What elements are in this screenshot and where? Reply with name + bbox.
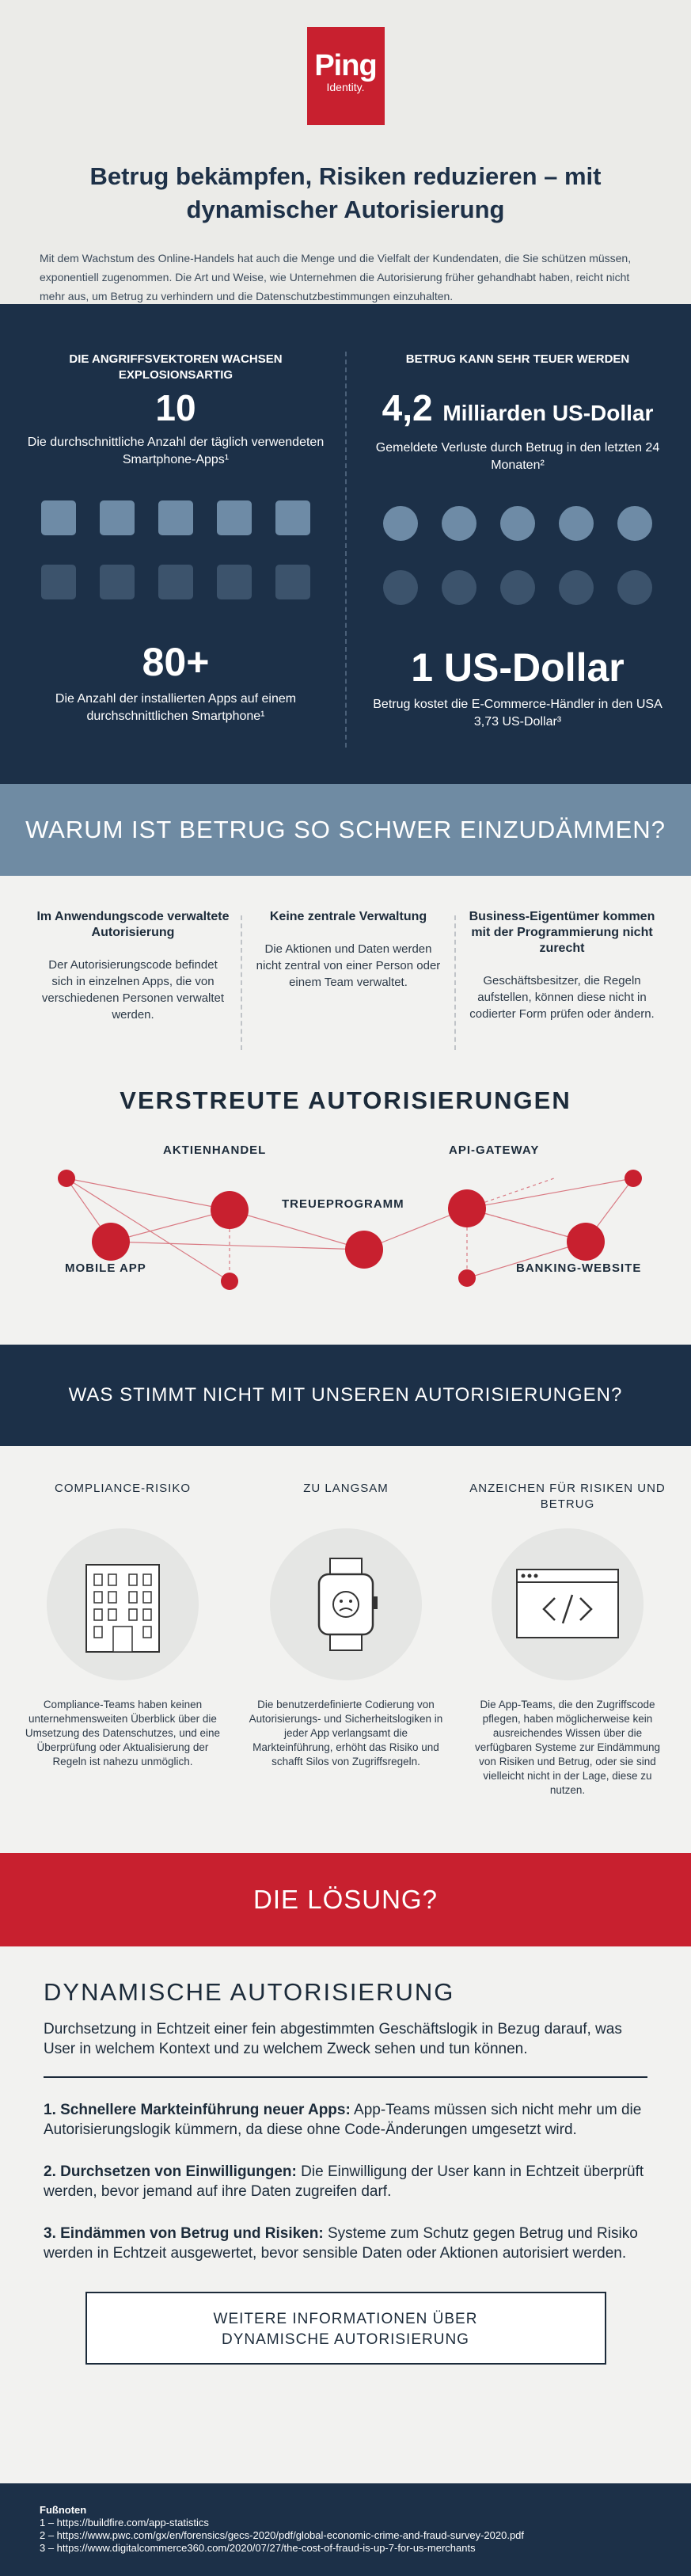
app-square-icon bbox=[41, 500, 76, 535]
network-node bbox=[211, 1191, 249, 1229]
solution-point-3 bbox=[44, 2224, 647, 2263]
footnotes bbox=[0, 2483, 691, 2576]
coin-circles-grid bbox=[359, 506, 676, 611]
app-square-icon bbox=[275, 565, 310, 599]
stats-divider bbox=[345, 352, 347, 748]
whats-wrong-section bbox=[0, 1446, 691, 1853]
coin-circle-icon bbox=[617, 570, 652, 605]
fraud-signals-column bbox=[469, 1481, 666, 1798]
cta-line-2: DYNAMISCHE AUTORISIERUNG bbox=[222, 2331, 469, 2348]
dollar-desc: Betrug kostet die E-Commerce-Händler in den USA 3,73 US-Dollar³ bbox=[373, 698, 663, 729]
why-banner: WARUM IST BETRUG SO SCHWER EINZUDÄMMEN? bbox=[0, 784, 691, 876]
installed-apps-stat: 80+ bbox=[142, 640, 210, 684]
dollar-stat: 1 US-Dollar bbox=[411, 645, 625, 690]
app-square-icon bbox=[275, 500, 310, 535]
network-node bbox=[221, 1273, 238, 1290]
column-text: Compliance-Teams haben keinen unternehmensweiten Überblick über die Umsetzung des Datenschutzes, und eine Überprüfung oder Aktualisierung der Regeln ist nahezu unmöglich. bbox=[25, 1699, 221, 1767]
point-text: App-Teams müssen sich nicht mehr um die Autorisierungslogik kümmern, da diese ohne Code-Änderungen umgesetzt wird. bbox=[44, 2102, 642, 2138]
network-node bbox=[448, 1189, 486, 1227]
footnote-2[interactable]: 2 – https://www.pwc.com/gx/en/forensics/gecs-2020/pdf/global-economic-crime-and-fraud-survey-2020.pdf bbox=[40, 2529, 525, 2541]
column-title: COMPLIANCE-RISIKO bbox=[54, 1482, 192, 1495]
column-text: Die App-Teams, die den Zugriffscode pflegen, haben möglicherweise kein ausreichendes Wissen über die verfügbaren Systeme zur Eindämmung von Risiken und Betrug, oder sie sind vielleicht nicht in der Lage, diese zu nutzen. bbox=[474, 1699, 661, 1796]
too-slow-column bbox=[247, 1481, 445, 1769]
label-mobile-app: MOBILE APP bbox=[65, 1261, 146, 1275]
reasons-section bbox=[0, 876, 691, 1082]
coin-circle-icon bbox=[383, 506, 418, 541]
network-node bbox=[458, 1269, 476, 1287]
reason-no-central bbox=[245, 909, 451, 991]
app-square-icon bbox=[158, 565, 193, 599]
reason-text: Die Aktionen und Daten werden nicht zentral von einer Person oder einem Team verwaltet. bbox=[256, 942, 441, 989]
coin-circle-icon bbox=[442, 506, 476, 541]
more-info-button[interactable] bbox=[85, 2292, 606, 2365]
losses-stat-number: 4,2 bbox=[382, 387, 433, 428]
point-text: Die Einwilligung der User kann in Echtzeit überprüft werden, bevor jemand auf ihre Daten zugreifen darf. bbox=[44, 2163, 644, 2200]
point-heading: 2. Durchsetzen von Einwilligungen: bbox=[44, 2163, 297, 2180]
coin-circle-icon bbox=[442, 570, 476, 605]
building-icon bbox=[47, 1528, 199, 1680]
solution-point-2 bbox=[44, 2162, 647, 2201]
attack-vectors-column bbox=[17, 304, 334, 725]
app-square-icon bbox=[100, 500, 135, 535]
app-square-icon bbox=[41, 565, 76, 599]
app-square-icon bbox=[217, 500, 252, 535]
daily-apps-desc: Die durchschnittliche Anzahl der täglich verwendeten Smartphone-Apps¹ bbox=[27, 436, 325, 466]
solution-intro: Durchsetzung in Echtzeit einer fein abgestimmten Geschäftslogik in Bezug darauf, was User in welchem Kontext und zu welchem Zweck sehen und tun können. bbox=[44, 2021, 622, 2057]
logo-word-ping: Ping bbox=[314, 49, 377, 82]
app-square-icon bbox=[217, 565, 252, 599]
column-text: Die benutzerdefinierte Codierung von Autorisierungs- und Sicherheitslogiken in jeder App verlangsamt die Markteinführung, erhöht das Risiko und schafft Silos von Zugriffsregeln. bbox=[249, 1699, 443, 1767]
ping-identity-logo[interactable] bbox=[307, 27, 385, 125]
solution-banner: DIE LÖSUNG? bbox=[0, 1853, 691, 1946]
solution-title: DYNAMISCHE AUTORISIERUNG bbox=[44, 1978, 455, 2006]
coin-circle-icon bbox=[559, 570, 594, 605]
solution-divider bbox=[44, 2076, 647, 2078]
network-node bbox=[92, 1223, 130, 1261]
compliance-risk-column bbox=[24, 1481, 222, 1769]
reason-business-owners bbox=[459, 909, 665, 1022]
point-heading: 1. Schnellere Markteinführung neuer Apps: bbox=[44, 2102, 351, 2118]
network-node bbox=[625, 1170, 642, 1187]
label-api-gateway: API-GATEWAY bbox=[449, 1143, 540, 1157]
footnotes-heading: Fußnoten bbox=[40, 2504, 87, 2516]
reason-text: Der Autorisierungscode befindet sich in einzelnen Apps, die von verschiedenen Personen verwaltet werden. bbox=[41, 958, 225, 1022]
cta-line-1: WEITERE INFORMATIONEN ÜBER bbox=[213, 2311, 478, 2327]
network-node bbox=[345, 1231, 383, 1269]
code-window-icon bbox=[492, 1528, 644, 1680]
app-squares-grid bbox=[17, 500, 334, 605]
losses-desc: Gemeldete Verluste durch Betrug in den letzten 24 Monaten² bbox=[375, 441, 660, 472]
column-title: ANZEICHEN FÜR RISIKEN UND BETRUG bbox=[469, 1482, 666, 1511]
network-node bbox=[567, 1223, 605, 1261]
solution-point-1 bbox=[44, 2100, 647, 2140]
logo-word-identity: Identity. bbox=[326, 81, 365, 93]
reason-title: Im Anwendungscode verwaltete Autorisierung bbox=[36, 910, 230, 939]
fraud-cost-column bbox=[359, 304, 676, 731]
reason-title: Business-Eigentümer kommen mit der Programmierung nicht zurecht bbox=[469, 910, 655, 955]
coin-circle-icon bbox=[383, 570, 418, 605]
coin-circle-icon bbox=[559, 506, 594, 541]
coin-circle-icon bbox=[617, 506, 652, 541]
losses-stat bbox=[359, 388, 676, 433]
reason-text: Geschäftsbesitzer, die Regeln aufstellen, können diese nicht in codierter Form prüfen oder ändern. bbox=[469, 974, 655, 1021]
label-treueprogramm: TREUEPROGRAMM bbox=[282, 1197, 404, 1211]
point-heading: 3. Eindämmen von Betrug und Risiken: bbox=[44, 2225, 324, 2242]
page-title: Betrug bekämpfen, Risiken reduzieren – mit dynamischer Autorisierung bbox=[89, 162, 602, 223]
network-title: VERSTREUTE AUTORISIERUNGEN bbox=[120, 1086, 571, 1114]
network-graph bbox=[0, 1131, 691, 1329]
coin-circle-icon bbox=[500, 570, 535, 605]
footnote-3[interactable]: 3 – https://www.digitalcommerce360.com/2020/07/27/the-cost-of-fraud-is-up-7-for-us-merchants bbox=[40, 2542, 476, 2554]
fraud-cost-heading: BETRUG KANN SEHR TEUER WERDEN bbox=[405, 352, 630, 366]
app-square-icon bbox=[100, 565, 135, 599]
column-title: ZU LANGSAM bbox=[303, 1482, 389, 1495]
stats-section bbox=[0, 304, 691, 784]
attack-vectors-heading: DIE ANGRIFFSVEKTOREN WACHSEN EXPLOSIONSARTIG bbox=[69, 352, 283, 382]
reason-divider bbox=[454, 915, 456, 1050]
smartwatch-sad-icon bbox=[270, 1528, 422, 1680]
solution-section bbox=[0, 1946, 691, 2483]
reason-title: Keine zentrale Verwaltung bbox=[269, 910, 427, 923]
reason-app-code bbox=[30, 909, 236, 1023]
point-text: Systeme zum Schutz gegen Betrug und Risiko werden in Echtzeit ausgewertet, bevor sensible Daten oder Aktionen autorisiert werden. bbox=[44, 2225, 638, 2262]
reason-divider bbox=[241, 915, 242, 1050]
network-diagram bbox=[0, 1115, 691, 1345]
installed-apps-desc: Die Anzahl der installierten Apps auf einem durchschnittlichen Smartphone¹ bbox=[55, 692, 297, 723]
intro-text: Mit dem Wachstum des Online-Handels hat auch die Menge und die Vielfalt der Kundendaten, die Sie schützen müssen, exponentiell zugenommen. Die Art und Weise, wie Unternehmen die Autorisierung früher gehandhabt haben, reicht nicht mehr aus, um Betrug zu verhindern und die Datenschutzbestimmungen einzuhalten. bbox=[40, 252, 632, 302]
whats-wrong-banner: WAS STIMMT NICHT MIT UNSEREN AUTORISIERUNGEN? bbox=[0, 1345, 691, 1446]
header-section bbox=[0, 0, 691, 304]
network-node bbox=[58, 1170, 75, 1187]
losses-stat-unit: Milliarden US-Dollar bbox=[442, 401, 654, 425]
label-banking-website: BANKING-WEBSITE bbox=[516, 1261, 642, 1275]
label-aktienhandel: AKTIENHANDEL bbox=[163, 1143, 267, 1157]
coin-circle-icon bbox=[500, 506, 535, 541]
footnote-1[interactable]: 1 – https://buildfire.com/app-statistics bbox=[40, 2517, 209, 2528]
app-square-icon bbox=[158, 500, 193, 535]
daily-apps-stat: 10 bbox=[155, 387, 196, 428]
